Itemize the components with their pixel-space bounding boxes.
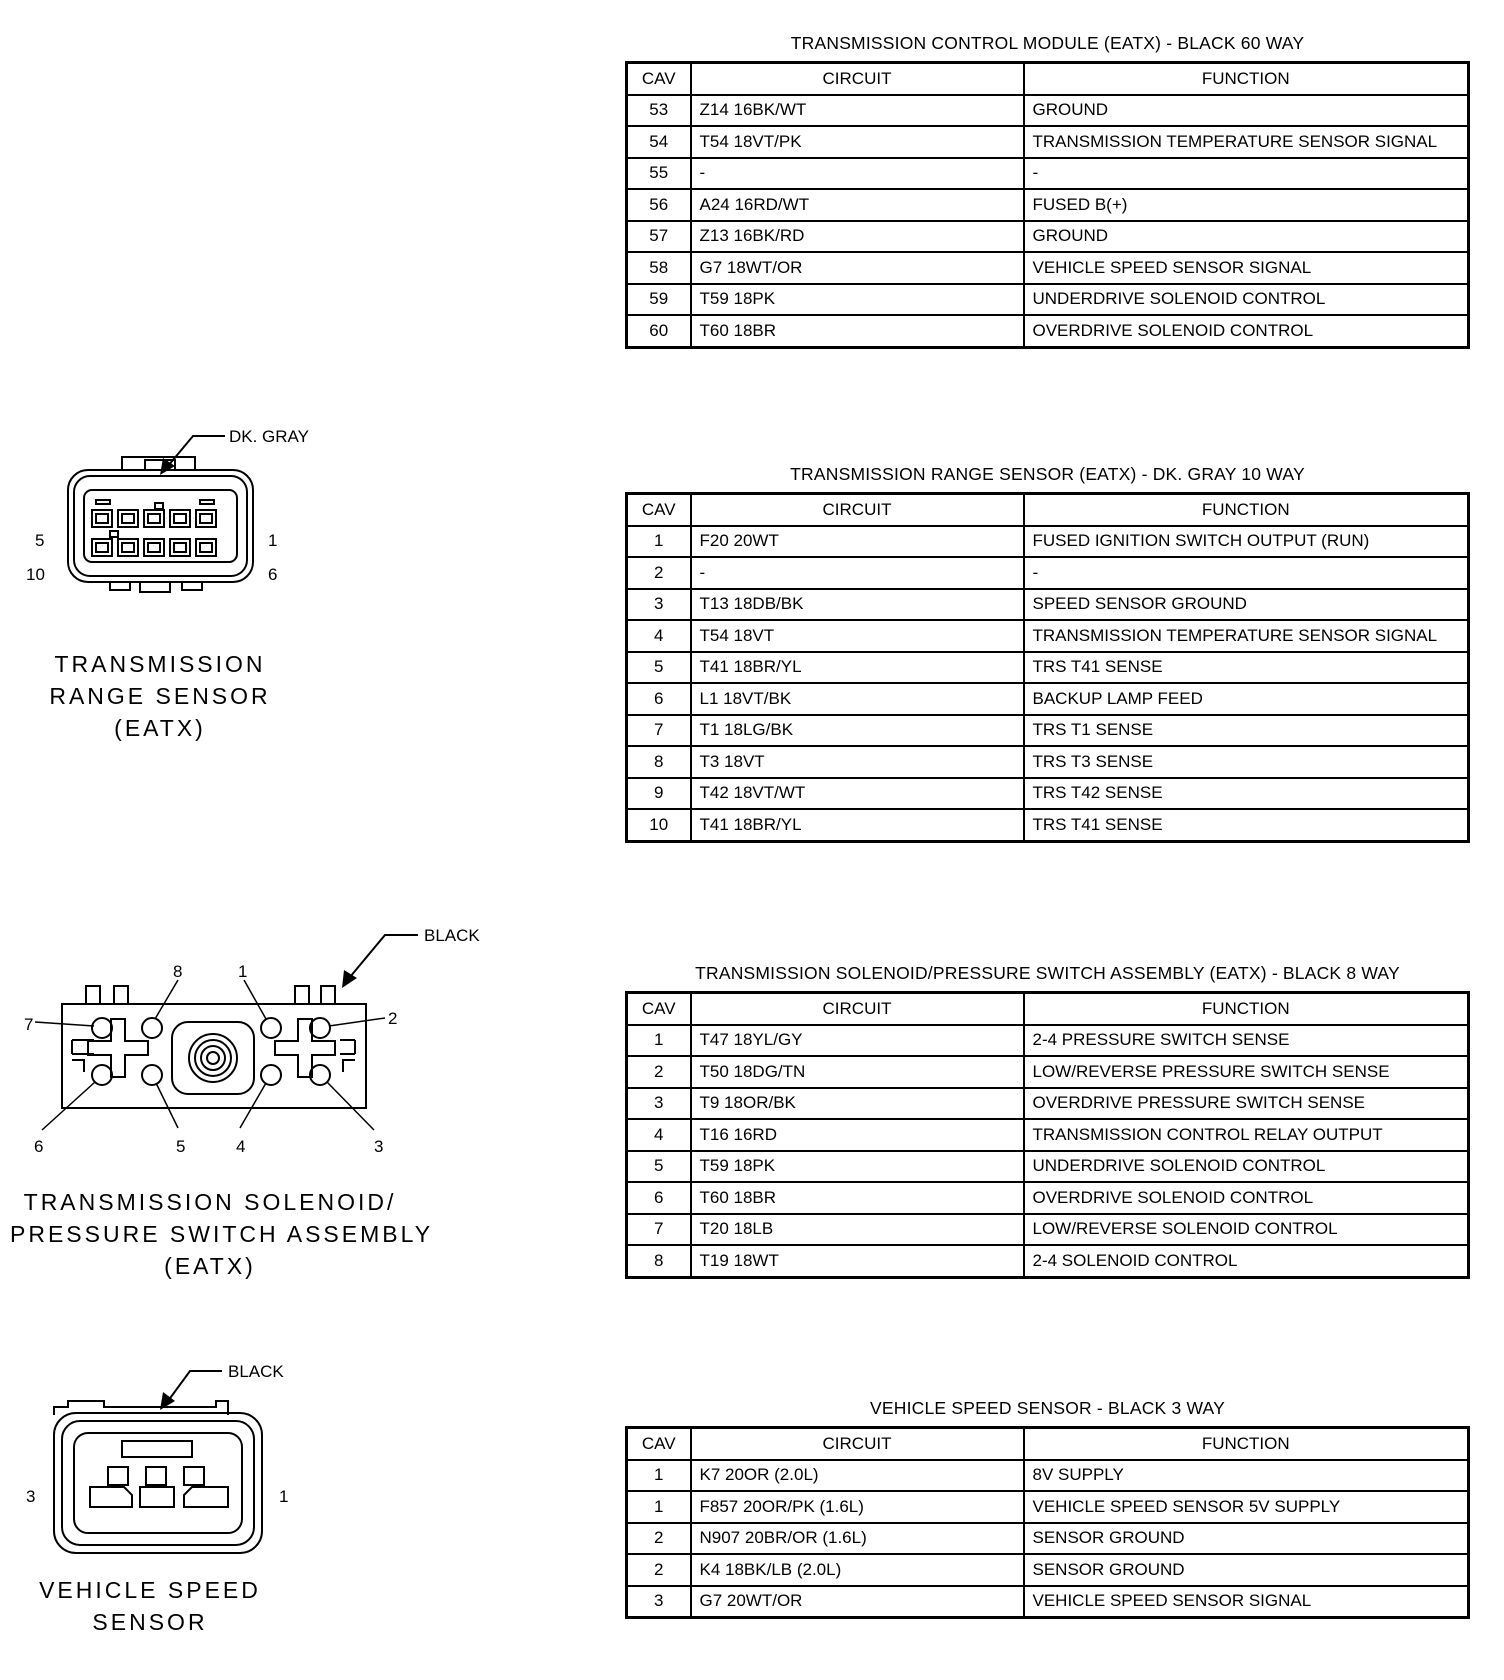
table-row	[627, 683, 1469, 715]
circuit-cell: T59 18PK	[691, 284, 1024, 316]
function-cell: SENSOR GROUND	[1024, 1554, 1469, 1586]
function-cell: TRS T3 SENSE	[1024, 746, 1469, 778]
cav-cell: 5	[627, 652, 691, 684]
spsa-connector-diagram	[0, 920, 500, 1160]
column-header-function: FUNCTION	[1024, 993, 1469, 1025]
trs-pin-label-1: 1	[268, 531, 278, 550]
function-cell: LOW/REVERSE SOLENOID CONTROL	[1024, 1214, 1469, 1246]
table-header-row	[627, 494, 1469, 526]
circuit-cell: T19 18WT	[691, 1245, 1024, 1277]
trs-table-title: TRANSMISSION RANGE SENSOR (EATX) - DK. GRAY 10 WAY	[790, 464, 1305, 484]
table-row	[627, 1491, 1469, 1523]
column-header-cav: CAV	[627, 63, 691, 95]
cav-cell: 6	[627, 683, 691, 715]
trs-label-line: TRANSMISSION	[54, 651, 266, 677]
function-cell: UNDERDRIVE SOLENOID CONTROL	[1024, 1151, 1469, 1183]
circuit-cell: T50 18DG/TN	[691, 1056, 1024, 1088]
vss-pin-label-1: 1	[279, 1487, 289, 1506]
function-cell: SPEED SENSOR GROUND	[1024, 589, 1469, 621]
column-header-circuit: CIRCUIT	[691, 63, 1024, 95]
spsa-pin-label-8: 8	[173, 962, 183, 981]
cav-cell: 2	[627, 557, 691, 589]
column-header-cav: CAV	[627, 993, 691, 1025]
column-header-cav: CAV	[627, 1428, 691, 1460]
function-cell: TRS T42 SENSE	[1024, 778, 1469, 810]
spsa-pin-label-7: 7	[24, 1015, 34, 1034]
table-row	[627, 1119, 1469, 1151]
circuit-cell: K4 18BK/LB (2.0L)	[691, 1554, 1024, 1586]
trs-connector-diagram	[0, 415, 320, 635]
spsa-pinout-table	[625, 991, 1470, 1279]
function-cell: VEHICLE SPEED SENSOR SIGNAL	[1024, 252, 1469, 284]
trs-pin-label-5: 5	[35, 531, 45, 550]
function-cell: 2-4 PRESSURE SWITCH SENSE	[1024, 1025, 1469, 1057]
trs-label-line: RANGE SENSOR	[49, 683, 271, 709]
circuit-cell: T20 18LB	[691, 1214, 1024, 1246]
spsa-pin-label-2: 2	[388, 1009, 398, 1028]
table-row	[627, 557, 1469, 589]
trs-pin-label-10: 10	[26, 565, 45, 584]
cav-cell: 6	[627, 1182, 691, 1214]
table-row	[627, 158, 1469, 190]
cav-cell: 1	[627, 1491, 691, 1523]
circuit-cell: N907 20BR/OR (1.6L)	[691, 1523, 1024, 1555]
cav-cell: 3	[627, 1088, 691, 1120]
circuit-cell: A24 16RD/WT	[691, 189, 1024, 221]
table-row	[627, 746, 1469, 778]
function-cell: 2-4 SOLENOID CONTROL	[1024, 1245, 1469, 1277]
cav-cell: 53	[627, 95, 691, 127]
trs-pin-label-6: 6	[268, 565, 278, 584]
table-row	[627, 526, 1469, 558]
table-row	[627, 715, 1469, 747]
function-cell: VEHICLE SPEED SENSOR SIGNAL	[1024, 1586, 1469, 1618]
table-row	[627, 1056, 1469, 1088]
spsa-connector-label	[10, 1186, 434, 1282]
cav-cell: 56	[627, 189, 691, 221]
vss-color-callout: BLACK	[228, 1362, 284, 1381]
cav-cell: 1	[627, 1025, 691, 1057]
vss-label-line: VEHICLE SPEED	[39, 1577, 261, 1603]
function-cell: FUSED IGNITION SWITCH OUTPUT (RUN)	[1024, 526, 1469, 558]
function-cell: LOW/REVERSE PRESSURE SWITCH SENSE	[1024, 1056, 1469, 1088]
table-row	[627, 1182, 1469, 1214]
cav-cell: 8	[627, 746, 691, 778]
spsa-label-line: TRANSMISSION SOLENOID/	[23, 1189, 397, 1215]
table-row	[627, 221, 1469, 253]
cav-cell: 5	[627, 1151, 691, 1183]
table-row	[627, 1088, 1469, 1120]
circuit-cell: T54 18VT/PK	[691, 126, 1024, 158]
function-cell: UNDERDRIVE SOLENOID CONTROL	[1024, 284, 1469, 316]
table-row	[627, 95, 1469, 127]
circuit-cell: T1 18LG/BK	[691, 715, 1024, 747]
circuit-cell: T9 18OR/BK	[691, 1088, 1024, 1120]
function-cell: TRS T41 SENSE	[1024, 652, 1469, 684]
circuit-cell: T60 18BR	[691, 315, 1024, 347]
function-cell: SENSOR GROUND	[1024, 1523, 1469, 1555]
table-row	[627, 589, 1469, 621]
tcm-table-title: TRANSMISSION CONTROL MODULE (EATX) - BLACK 60 WAY	[790, 33, 1305, 53]
cav-cell: 60	[627, 315, 691, 347]
vss-connector-diagram	[0, 1355, 320, 1575]
cav-cell: 8	[627, 1245, 691, 1277]
cav-cell: 55	[627, 158, 691, 190]
spsa-pin-label-1: 1	[238, 962, 248, 981]
table-row	[627, 284, 1469, 316]
table-row	[627, 1460, 1469, 1492]
trs-pinout-table	[625, 492, 1470, 843]
circuit-cell: Z14 16BK/WT	[691, 95, 1024, 127]
circuit-cell: T16 16RD	[691, 1119, 1024, 1151]
table-row	[627, 1025, 1469, 1057]
table-row	[627, 252, 1469, 284]
function-cell: FUSED B(+)	[1024, 189, 1469, 221]
circuit-cell: K7 20OR (2.0L)	[691, 1460, 1024, 1492]
spsa-pin-label-4: 4	[236, 1137, 246, 1156]
function-cell: 8V SUPPLY	[1024, 1460, 1469, 1492]
function-cell: TRANSMISSION CONTROL RELAY OUTPUT	[1024, 1119, 1469, 1151]
column-header-circuit: CIRCUIT	[691, 993, 1024, 1025]
function-cell: -	[1024, 557, 1469, 589]
function-cell: OVERDRIVE SOLENOID CONTROL	[1024, 315, 1469, 347]
function-cell: TRANSMISSION TEMPERATURE SENSOR SIGNAL	[1024, 620, 1469, 652]
function-cell: GROUND	[1024, 95, 1469, 127]
cav-cell: 59	[627, 284, 691, 316]
circuit-cell: -	[691, 557, 1024, 589]
function-cell: OVERDRIVE SOLENOID CONTROL	[1024, 1182, 1469, 1214]
spsa-pin-label-3: 3	[374, 1137, 384, 1156]
vss-color-callout-arrow	[160, 1371, 222, 1410]
table-row	[627, 652, 1469, 684]
trs-connector-label	[20, 648, 300, 744]
table-row	[627, 1214, 1469, 1246]
table-row	[627, 809, 1469, 841]
cav-cell: 1	[627, 1460, 691, 1492]
column-header-function: FUNCTION	[1024, 63, 1469, 95]
vss-pinout-table	[625, 1426, 1470, 1619]
cav-cell: 57	[627, 221, 691, 253]
table-row	[627, 1151, 1469, 1183]
spsa-color-callout-arrow	[342, 935, 418, 988]
spsa-connector-body	[62, 986, 366, 1108]
circuit-cell: T41 18BR/YL	[691, 652, 1024, 684]
circuit-cell: T3 18VT	[691, 746, 1024, 778]
column-header-circuit: CIRCUIT	[691, 494, 1024, 526]
vss-table-title: VEHICLE SPEED SENSOR - BLACK 3 WAY	[870, 1398, 1225, 1418]
cav-cell: 4	[627, 620, 691, 652]
function-cell: TRS T41 SENSE	[1024, 809, 1469, 841]
spsa-label-line: PRESSURE SWITCH ASSEMBLY	[10, 1221, 434, 1247]
vss-connector-body	[54, 1401, 262, 1553]
vss-pin-label-3: 3	[26, 1487, 36, 1506]
table-row	[627, 126, 1469, 158]
cav-cell: 58	[627, 252, 691, 284]
circuit-cell: T41 18BR/YL	[691, 809, 1024, 841]
table-row	[627, 315, 1469, 347]
table-header-row	[627, 63, 1469, 95]
cav-cell: 1	[627, 526, 691, 558]
circuit-cell: F857 20OR/PK (1.6L)	[691, 1491, 1024, 1523]
cav-cell: 7	[627, 715, 691, 747]
circuit-cell: G7 18WT/OR	[691, 252, 1024, 284]
function-cell: OVERDRIVE PRESSURE SWITCH SENSE	[1024, 1088, 1469, 1120]
table-header-row	[627, 993, 1469, 1025]
table-row	[627, 189, 1469, 221]
table-row	[627, 620, 1469, 652]
spsa-pin-label-6: 6	[34, 1137, 44, 1156]
cav-cell: 3	[627, 589, 691, 621]
vss-label-line: SENSOR	[92, 1609, 208, 1635]
cav-cell: 54	[627, 126, 691, 158]
circuit-cell: T47 18YL/GY	[691, 1025, 1024, 1057]
circuit-cell: L1 18VT/BK	[691, 683, 1024, 715]
tcm-pinout-table	[625, 61, 1470, 349]
table-row	[627, 1245, 1469, 1277]
function-cell: GROUND	[1024, 221, 1469, 253]
table-row	[627, 1523, 1469, 1555]
cav-cell: 4	[627, 1119, 691, 1151]
function-cell: TRANSMISSION TEMPERATURE SENSOR SIGNAL	[1024, 126, 1469, 158]
column-header-function: FUNCTION	[1024, 1428, 1469, 1460]
spsa-table-title: TRANSMISSION SOLENOID/PRESSURE SWITCH ASSEMBLY (EATX) - BLACK 8 WAY	[695, 963, 1400, 983]
function-cell: BACKUP LAMP FEED	[1024, 683, 1469, 715]
table-row	[627, 778, 1469, 810]
circuit-cell: Z13 16BK/RD	[691, 221, 1024, 253]
spsa-pin-label-5: 5	[176, 1137, 186, 1156]
cav-cell: 9	[627, 778, 691, 810]
table-row	[627, 1554, 1469, 1586]
cav-cell: 3	[627, 1586, 691, 1618]
cav-cell: 2	[627, 1554, 691, 1586]
circuit-cell: T42 18VT/WT	[691, 778, 1024, 810]
circuit-cell: -	[691, 158, 1024, 190]
cav-cell: 2	[627, 1523, 691, 1555]
trs-connector-body	[68, 457, 253, 592]
circuit-cell: T13 18DB/BK	[691, 589, 1024, 621]
circuit-cell: T59 18PK	[691, 1151, 1024, 1183]
spsa-color-callout: BLACK	[424, 926, 480, 945]
circuit-cell: T54 18VT	[691, 620, 1024, 652]
cav-cell: 7	[627, 1214, 691, 1246]
trs-label-line: (EATX)	[114, 715, 206, 741]
column-header-cav: CAV	[627, 494, 691, 526]
column-header-circuit: CIRCUIT	[691, 1428, 1024, 1460]
column-header-function: FUNCTION	[1024, 494, 1469, 526]
circuit-cell: F20 20WT	[691, 526, 1024, 558]
function-cell: -	[1024, 158, 1469, 190]
cav-cell: 10	[627, 809, 691, 841]
trs-color-callout: DK. GRAY	[229, 427, 309, 446]
table-row	[627, 1586, 1469, 1618]
circuit-cell: T60 18BR	[691, 1182, 1024, 1214]
function-cell: VEHICLE SPEED SENSOR 5V SUPPLY	[1024, 1491, 1469, 1523]
function-cell: TRS T1 SENSE	[1024, 715, 1469, 747]
cav-cell: 2	[627, 1056, 691, 1088]
spsa-label-line: (EATX)	[164, 1253, 256, 1279]
vss-connector-label	[20, 1574, 280, 1638]
table-header-row	[627, 1428, 1469, 1460]
circuit-cell: G7 20WT/OR	[691, 1586, 1024, 1618]
